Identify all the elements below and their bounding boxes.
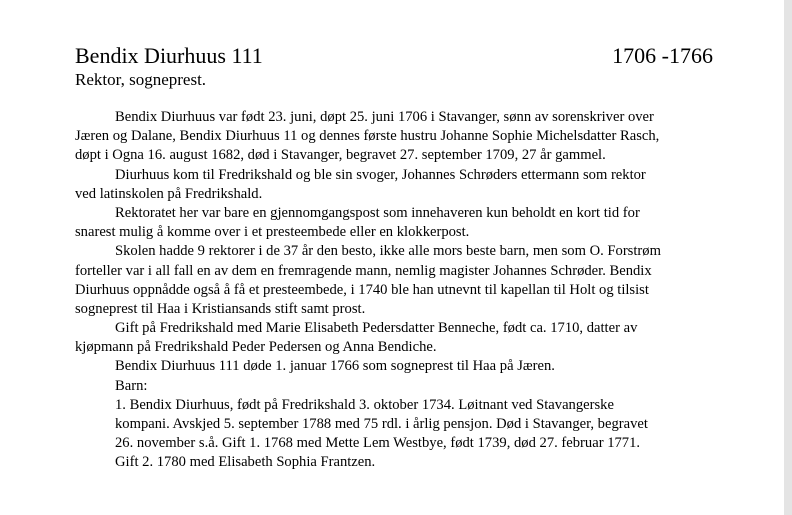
text-line: 1. Bendix Diurhuus, født på Fredrikshald 3. oktober 1734. Løitnant ved Stavangerske	[115, 396, 614, 413]
biography-text	[75, 108, 735, 473]
text-line: Gift 2. 1780 med Elisabeth Sophia Frantzen.	[115, 454, 376, 471]
text-line: Bendix Diurhuus var født 23. juni, døpt 25. juni 1706 i Stavanger, sønn av sorenskriver over	[115, 109, 654, 125]
text-line: Diurhuus oppnådde også å få et presteembede, i 1740 ble han utnevnt til kapellan til Holt og tilsist	[75, 281, 649, 298]
text-line: ved latinskolen på Fredrikshald.	[75, 185, 263, 202]
text-line: snarest mulig å komme over i et presteembede eller en klokkerpost.	[75, 224, 470, 241]
text-line: kjøpmann på Fredrikshald Peder Pedersen og Anna Bendiche.	[75, 339, 437, 356]
text-line: Jæren og Dalane, Bendix Diurhuus 11 og dennes første hustru Johanne Sophie Michelsdatter Rasch,	[75, 128, 660, 145]
text-line: Gift på Fredrikshald med Marie Elisabeth Pedersdatter Benneche, født ca. 1710, datter av	[115, 320, 638, 337]
text-line: kompani. Avskjed 5. september 1788 med 75 rdl. i årlig pensjon. Død i Stavanger, begravet	[115, 416, 648, 432]
text-line: Skolen hadde 9 rektorer i de 37 år den besto, ikke alle mors beste barn, men som O. Forstrøm	[115, 243, 661, 260]
text-line: sogneprest til Haa i Kristiansands stift samt prost.	[75, 300, 366, 317]
text-line: Diurhuus kom til Fredrikshald og ble sin svoger, Johannes Schrøders ettermann som rektor	[115, 166, 646, 183]
text-line: forteller var i all fall en av dem en fremragende mann, nemlig magister Johannes Schrøder. Bendix	[75, 262, 652, 279]
text-line: Rektoratet her var bare en gjennomgangspost som innehaveren kun beholdt en kort tid for	[115, 204, 640, 221]
text-line: døpt i Ogna 16. august 1682, død i Stavanger, begravet 27. september 1709, 27 år gammel.	[75, 147, 606, 164]
person-name-heading: Bendix Diurhuus 111	[75, 43, 263, 68]
scrollbar-track[interactable]	[784, 0, 792, 515]
text-line: 26. november s.å. Gift 1. 1768 med Mette Lem Westbye, født 1739, død 27. februar 1771.	[115, 435, 641, 452]
life-years-heading: 1706 -1766	[612, 43, 713, 68]
text-line: Bendix Diurhuus 111 døde 1. januar 1766 som sogneprest til Haa på Jæren.	[115, 358, 555, 375]
occupation-subtitle: Rektor, sogneprest.	[75, 70, 207, 89]
text-line: Barn:	[115, 377, 148, 394]
